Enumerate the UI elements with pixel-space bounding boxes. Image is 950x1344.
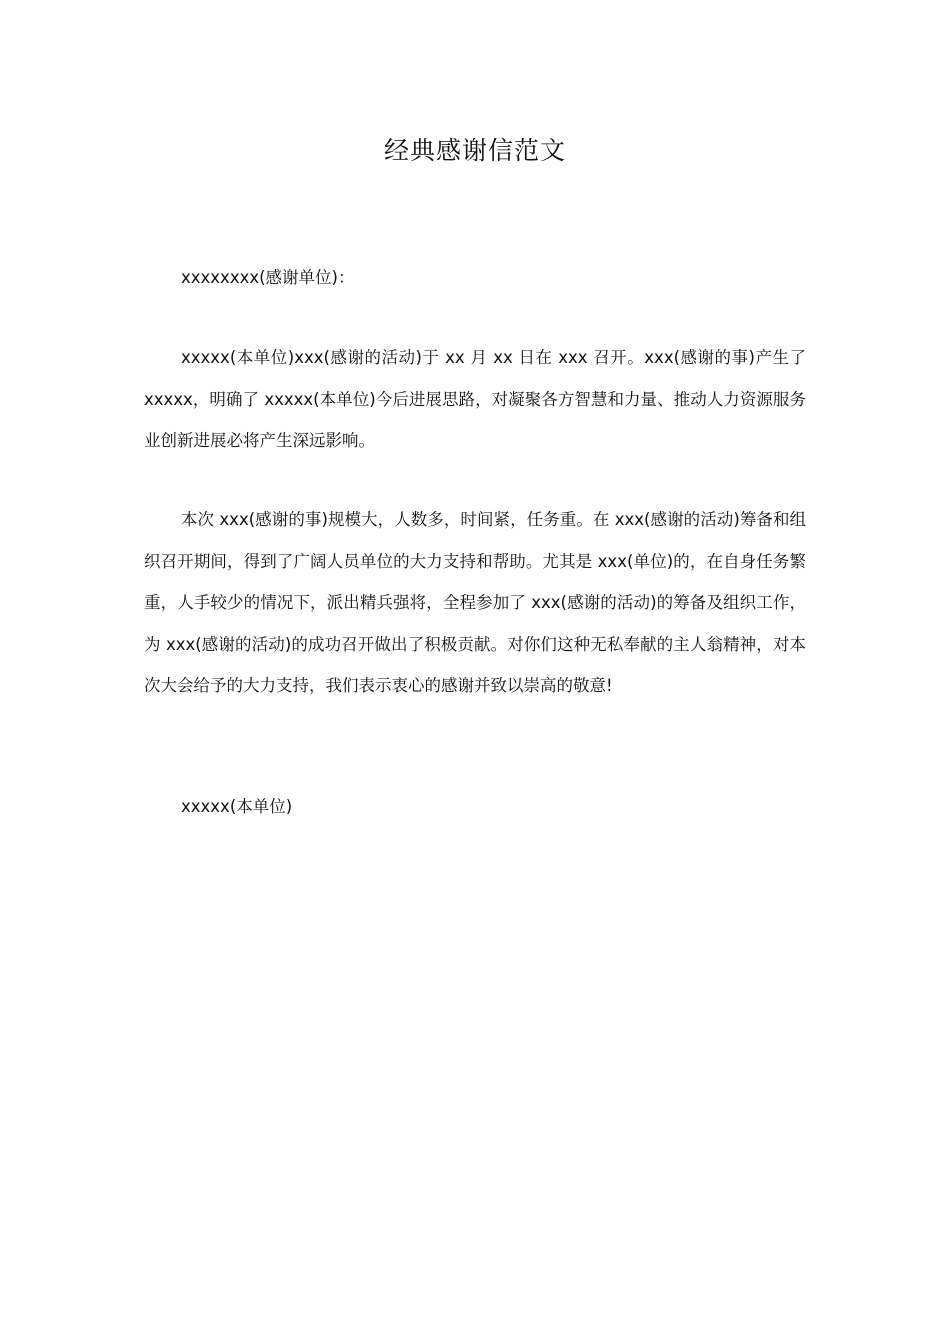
- document-title: 经典感谢信范文: [383, 136, 566, 165]
- body-paragraph-2: 本次 xxx(感谢的事)规模大，人数多，时间紧，任务重。在 xxx(感谢的活动)筹备和组织召开期间，得到了广阔人员单位的大力支持和帮助。尤其是 xxx(单位)的，在自身任务繁重，人手较少的情况下，派出精兵强将，全程参加了 xxx(感谢的活动)的筹备及组织工作，为 xxx(感谢的活动)的成功召开做出了积极贡献。对你们这种无私奉献的主人翁精神，对本次大会给予的大力支持，我们表示衷心的感谢并致以崇高的敬意!: [144, 510, 806, 695]
- salutation: xxxxxxxx(感谢单位)：: [181, 268, 355, 287]
- body-paragraph-1: xxxxx(本单位)xxx(感谢的活动)于 xx 月 xx 日在 xxx 召开。xxx(感谢的事)产生了 xxxxx，明确了 xxxxx(本单位)今后进展思路，对凝聚各方智慧和力量、推动人力资源服务业创新进展必将产生深远影响。: [144, 348, 806, 450]
- signature: xxxxx(本单位): [181, 797, 293, 816]
